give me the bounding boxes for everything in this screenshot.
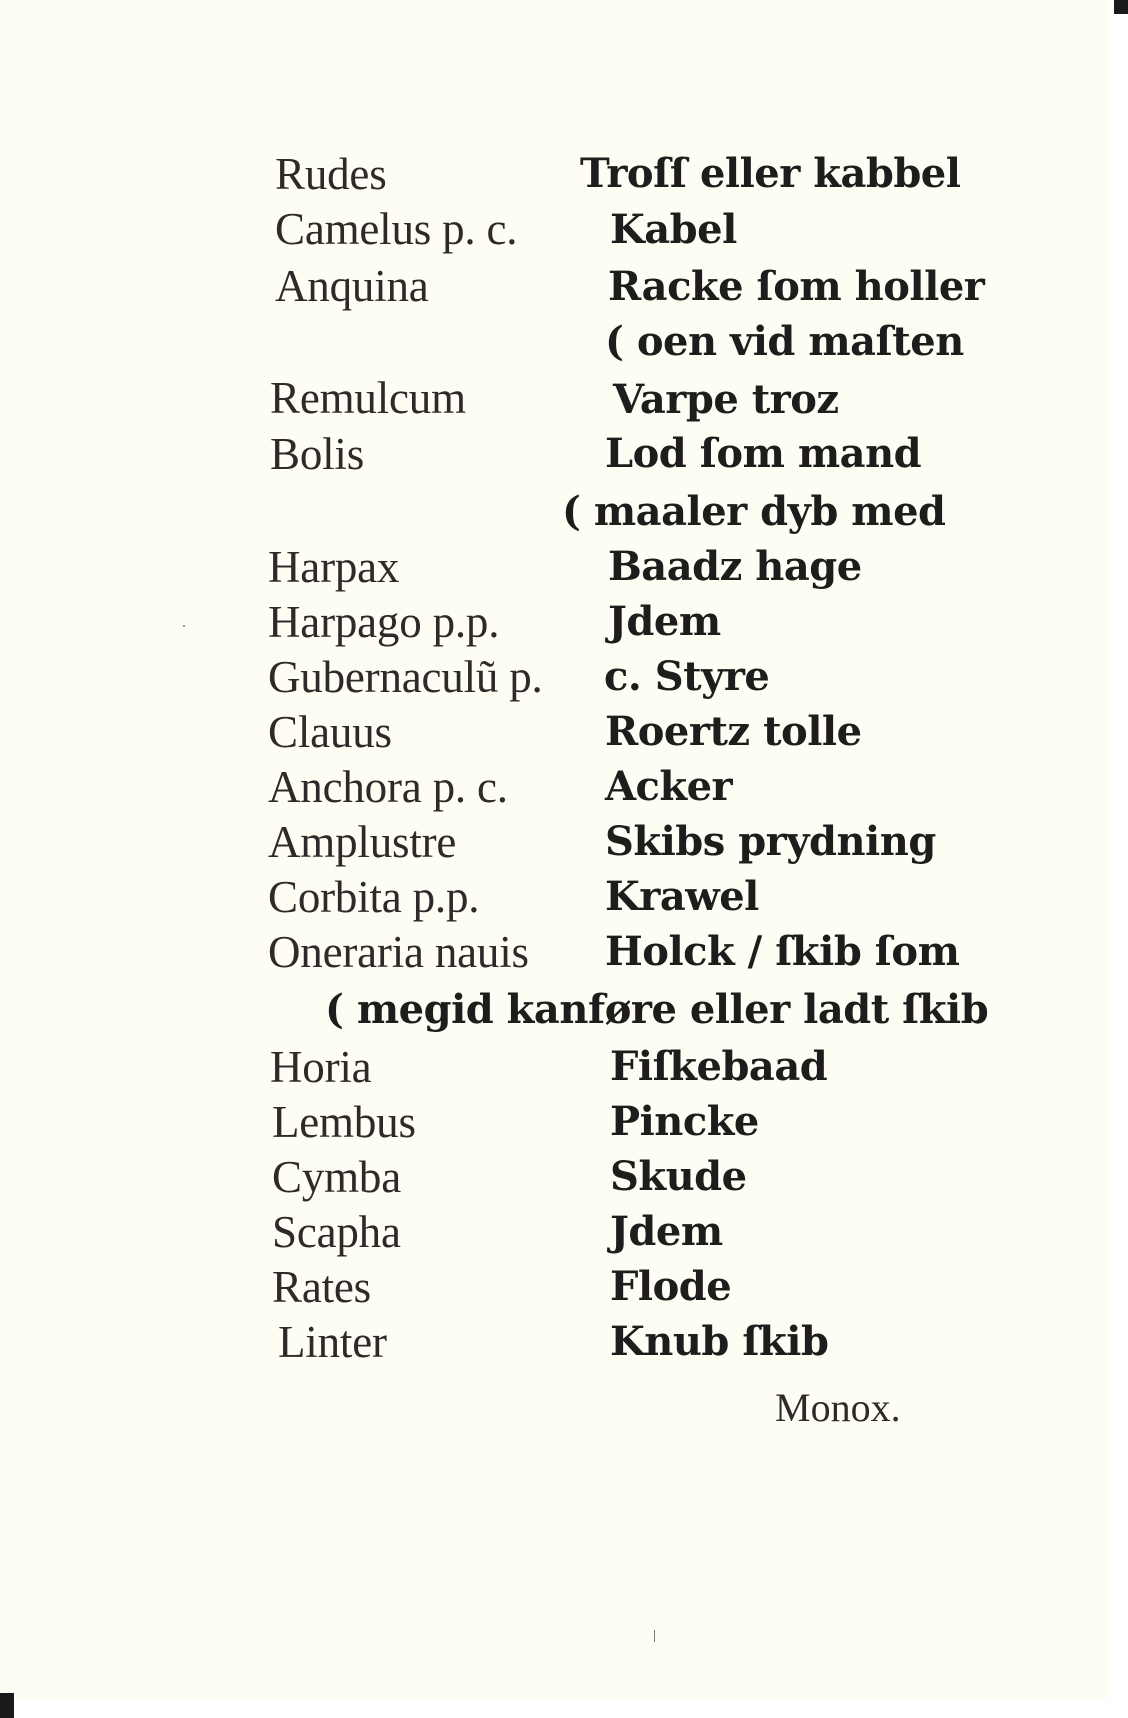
danish-gloss: Skibs prydning (605, 818, 936, 865)
danish-gloss: Troſſ eller kabbel (580, 150, 961, 197)
gloss-continuation-left: ( megid kan (325, 986, 588, 1033)
latin-term: Harpax (268, 542, 400, 592)
danish-gloss: Fiſkebaad (610, 1043, 828, 1090)
danish-gloss-continuation: ( maaler dyb med (562, 488, 946, 535)
latin-term: Scapha (272, 1207, 401, 1257)
ink-speck (183, 625, 185, 627)
scan-margin-right (1108, 0, 1128, 1718)
danish-gloss: Acker (605, 763, 733, 810)
latin-term: Remulcum (270, 373, 466, 423)
latin-term: Anchora p. c. (268, 762, 508, 812)
latin-term: Cymba (272, 1152, 401, 1202)
danish-gloss: Holck / ſkib ſom (605, 928, 960, 975)
latin-term: Rates (272, 1262, 371, 1312)
danish-gloss-continuation: føre eller ladt ſkib (588, 986, 989, 1033)
latin-term: Horia (270, 1042, 372, 1092)
scan-corner-mark (0, 1693, 14, 1718)
latin-term: Rudes (275, 149, 387, 199)
danish-gloss: Pincke (610, 1098, 759, 1145)
danish-gloss: Krawel (605, 873, 759, 920)
danish-gloss: Knub ſkib (610, 1318, 829, 1365)
scan-margin-bottom (0, 1700, 1108, 1718)
danish-gloss: Flode (610, 1263, 732, 1310)
danish-gloss: Baadz hage (608, 543, 862, 590)
latin-term: Bolis (270, 429, 365, 479)
latin-term: Lembus (272, 1097, 416, 1147)
danish-gloss: Varpe troz (613, 376, 839, 423)
latin-term: Corbita p.p. (268, 872, 480, 922)
latin-term: Oneraria nauis (268, 927, 529, 977)
latin-term: Harpago p.p. (268, 597, 500, 647)
danish-gloss: c. Styre (604, 653, 770, 700)
latin-term: Clauus (268, 707, 392, 757)
danish-gloss: Lod ſom mand (605, 430, 922, 477)
danish-gloss-continuation: ( oen vid maſten (605, 318, 964, 365)
latin-term: Amplustre (268, 817, 457, 867)
latin-term: Gubernaculũ p. (268, 652, 543, 702)
latin-term: Anquina (275, 261, 429, 311)
ink-speck (654, 1630, 655, 1642)
danish-gloss: Jdem (610, 1208, 723, 1255)
danish-gloss: Jdem (608, 598, 721, 645)
scan-corner-mark (1114, 0, 1128, 14)
danish-gloss: Roertz tolle (605, 708, 862, 755)
catchword: Monox. (775, 1385, 901, 1430)
danish-gloss: Skude (610, 1153, 747, 1200)
danish-gloss: Racke ſom holler (608, 263, 985, 310)
latin-term: Linter (278, 1317, 387, 1367)
latin-term: Camelus p. c. (275, 204, 518, 254)
danish-gloss: Kabel (610, 206, 737, 253)
